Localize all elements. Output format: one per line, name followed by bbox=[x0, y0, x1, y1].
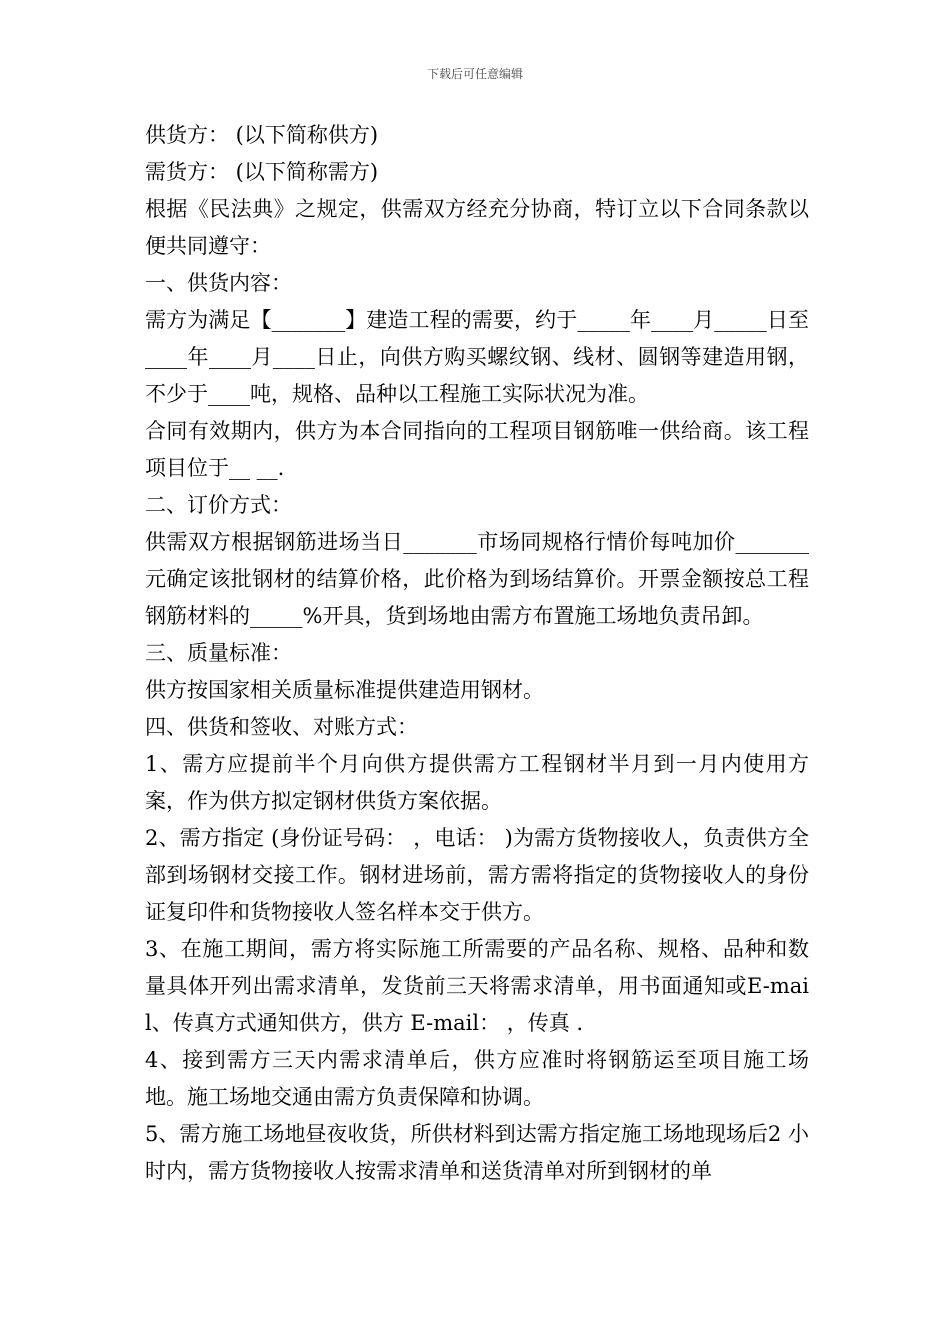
paragraph-delivery-item-3: 3、在施工期间，需方将实际施工所需要的产品名称、规格、品种和数量具体开列出需求清单，发货前三天将需求清单，用书面通知或E-mail、传真方式通知供方，供方 E-mail： ，传真 . bbox=[145, 937, 809, 1035]
section-heading-supply-content: 一、供货内容： bbox=[145, 271, 292, 295]
paragraph-delivery-item-4: 4、接到需方三天内需求清单后，供方应准时将钢筋运至项目施工场地。施工场地交通由需方负责保障和协调。 bbox=[145, 1048, 809, 1109]
section-heading-pricing: 二、订价方式： bbox=[145, 493, 292, 517]
paragraph-buyer: 需货方： (以下简称需方) bbox=[145, 160, 379, 184]
paragraph-delivery-item-5: 5、需方施工场地昼夜收货，所供材料到达需方指定施工场地现场后2 小时内，需方货物接收人按需求清单和送货清单对所到钢材的单 bbox=[145, 1122, 809, 1183]
paragraph-preamble: 根据《民法典》之规定，供需双方经充分协商，特订立以下合同条款以便共同遵守： bbox=[145, 197, 809, 258]
paragraph-delivery-item-2: 2、需方指定 (身份证号码： ，电话： )为需方货物接收人，负责供方全部到场钢材交接工作。钢材进场前，需方需将指定的货物接收人的身份证复印件和货物接收人签名样本交于供方。 bbox=[145, 826, 809, 924]
paragraph-pricing: 供需双方根据钢筋进场当日_______市场同规格行情价每吨加价_______元确定该批钢材的结算价格，此价格为到场结算价。开票金额按总工程钢筋材料的_____%开具，货到场地由需方布置施工场地负责吊卸。 bbox=[145, 530, 809, 628]
section-heading-delivery: 四、供货和签收、对账方式： bbox=[145, 715, 418, 739]
paragraph-delivery-item-1: 1、需方应提前半个月向供方提供需方工程钢材半月到一月内使用方案，作为供方拟定钢材供货方案依据。 bbox=[145, 752, 809, 813]
section-heading-quality: 三、质量标准： bbox=[145, 641, 292, 665]
paragraph-supplier: 供货方： (以下简称供方) bbox=[145, 123, 379, 147]
paragraph-quality: 供方按国家相关质量标准提供建造用钢材。 bbox=[145, 678, 544, 702]
paragraph-exclusive-supplier: 合同有效期内，供方为本合同指向的工程项目钢筋唯一供给商。该工程项目位于__ __. bbox=[145, 419, 809, 480]
document-body bbox=[145, 117, 809, 1190]
paragraph-supply-content: 需方为满足【_______】建造工程的需要，约于_____年____月_____日至____年____月____日止，向供方购买螺纹钢、线材、圆钢等建造用钢，不少于____吨，规格、品种以工程施工实际状况为准。 bbox=[145, 308, 809, 406]
page-header-note: 下载后可任意编辑 bbox=[426, 67, 523, 81]
